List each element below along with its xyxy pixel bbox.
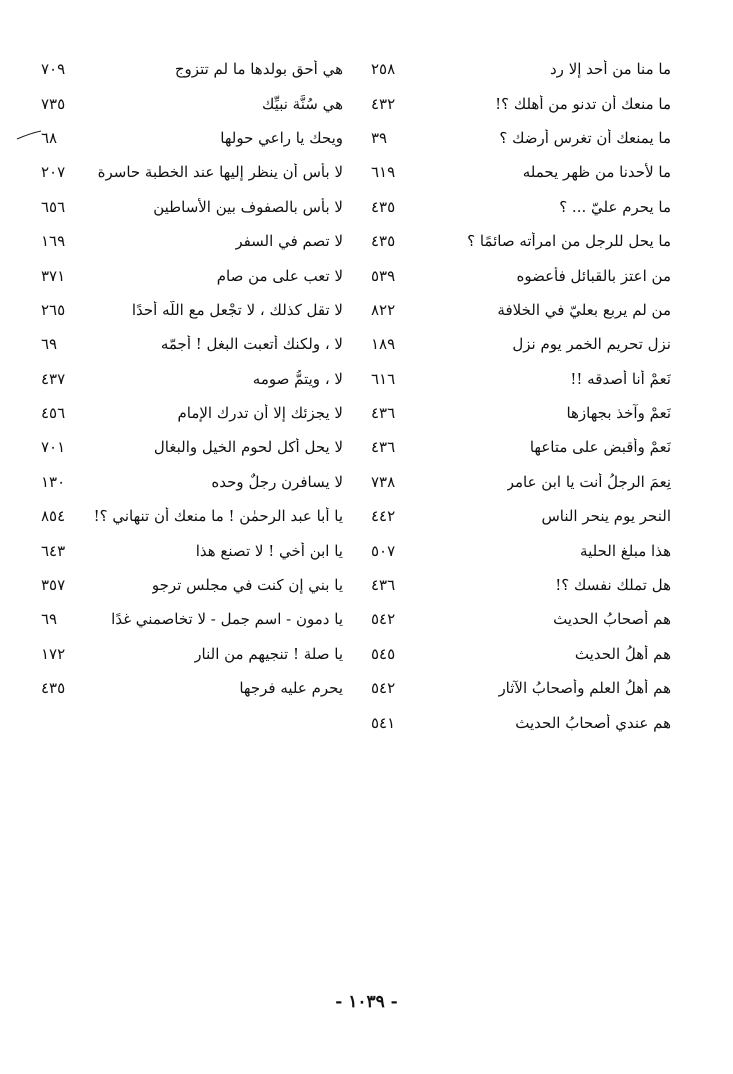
entry-text: لا بأس أن ينظر إليها عند الخطبة حاسرة (97, 163, 343, 182)
index-entry (41, 465, 343, 499)
entry-text: النحر يوم ينحر الناس (541, 507, 671, 526)
index-entry (41, 190, 343, 224)
entry-text: هل تملك نفسك ؟! (555, 576, 671, 595)
index-entry (41, 499, 343, 533)
entry-page-number: ٥٤٢ (371, 610, 396, 629)
index-entry (41, 155, 343, 189)
entry-text: ما يمنعك أن تغرس أرضك ؟ (499, 128, 671, 147)
index-entry (371, 86, 671, 120)
index-entry (41, 327, 343, 361)
entry-page-number: ٧٠٩ (41, 60, 66, 79)
entry-text: ما منعك أن تدنو من أهلك ؟! (495, 94, 671, 113)
index-entry (371, 224, 671, 258)
margin-pen-mark-icon (16, 130, 42, 140)
entry-text: يا دمون - اسم جمل - لا تخاصمني غدًا (111, 610, 343, 629)
entry-page-number: ١٧٢ (41, 644, 66, 663)
entry-text: لا تصم في السفر (235, 232, 343, 251)
entry-text: نَعمْ وآخذ بجهازها (566, 404, 671, 423)
entry-page-number: ١٣٠ (41, 472, 66, 491)
entry-page-number: ٥٤١ (371, 713, 396, 732)
entry-page-number: ٤٣٦ (371, 576, 396, 595)
entry-text: لا ، ولكنك أتعبت البغل ! أجمّه (160, 335, 343, 354)
entry-page-number: ٦٩ (41, 335, 58, 354)
index-entry (371, 362, 671, 396)
entry-page-number: ٨٢٢ (371, 300, 396, 319)
entry-text: ما يحل للرجل من امرأته صائمًا ؟ (467, 232, 671, 251)
index-entry (371, 568, 671, 602)
index-entry (371, 258, 671, 292)
index-entry (41, 258, 343, 292)
index-entry (41, 362, 343, 396)
entry-text: نِعمَ الرجلُ أنت يا ابن عامر (506, 472, 671, 491)
entry-page-number: ٣٥٧ (41, 576, 66, 595)
index-entry (41, 121, 343, 155)
index-entry (371, 121, 671, 155)
entry-page-number: ٤٣٥ (371, 232, 396, 251)
entry-text: لا تعب على من صام (216, 266, 343, 285)
entry-text: يا بني إن كنت في مجلس ترجو (151, 576, 343, 595)
entry-page-number: ٧٣٥ (41, 94, 66, 113)
entry-page-number: ٥٠٧ (371, 541, 396, 560)
entry-page-number: ٣٧١ (41, 266, 66, 285)
index-entry (371, 705, 671, 739)
entry-page-number: ٢٠٧ (41, 163, 66, 182)
index-entry (371, 533, 671, 567)
index-entry (371, 602, 671, 636)
entry-text: هي أحق بولدها ما لم تتزوج (174, 60, 343, 79)
entry-text: لا بأس بالصفوف بين الأساطين (153, 197, 343, 216)
index-column-right (371, 52, 671, 740)
entry-page-number: ٤٣٥ (41, 679, 66, 698)
entry-page-number: ٦١٩ (371, 163, 396, 182)
entry-page-number: ٦٩ (41, 610, 58, 629)
entry-page-number: ٦٥٦ (41, 197, 66, 216)
index-entry (371, 396, 671, 430)
entry-text: لا يسافرن رجلٌ وحده (211, 472, 343, 491)
entry-page-number: ٣٩ (371, 128, 388, 147)
entry-page-number: ٨٥٤ (41, 507, 66, 526)
entry-page-number: ٦١٦ (371, 369, 396, 388)
entry-page-number: ٧٣٨ (371, 472, 396, 491)
entry-text: هم أهلُ الحديث (574, 644, 671, 663)
entry-text: هي سُنَّة نبيِّك (262, 94, 343, 113)
index-entry (371, 465, 671, 499)
page-number-footer: - ١٠٣٩ - (335, 992, 398, 1012)
entry-text: ويحك يا راعي حولها (220, 128, 343, 147)
entry-text: يا ابن أخي ! لا تصنع هذا (195, 541, 343, 560)
entry-text: لا ، ويتمُّ صومه (252, 369, 343, 388)
entry-text: لا يجزئك إلا أن تدرك الإمام (177, 404, 343, 423)
entry-text: يحرم عليه فرجها (239, 679, 343, 698)
index-entry (371, 671, 671, 705)
index-entry (41, 568, 343, 602)
index-entry (41, 637, 343, 671)
entry-page-number: ٢٥٨ (371, 60, 396, 79)
entry-page-number: ٤٣٦ (371, 404, 396, 423)
entry-text: هذا مبلغ الحلية (580, 541, 671, 560)
index-entry (371, 327, 671, 361)
entry-text: ما لأحدنا من ظهر يحمله (522, 163, 671, 182)
entry-page-number: ٤٥٦ (41, 404, 66, 423)
entry-page-number: ١٦٩ (41, 232, 66, 251)
entry-text: لا يحل أكل لحوم الخيل والبغال (153, 438, 343, 457)
index-entry (41, 430, 343, 464)
entry-text: يا أبا عبد الرحمٰن ! ما منعك أن تنهاني ؟! (93, 507, 343, 526)
index-entry (41, 224, 343, 258)
entry-text: نزل تحريم الخمر يوم نزل (512, 335, 671, 354)
entry-page-number: ١٨٩ (371, 335, 396, 354)
index-entry (41, 602, 343, 636)
entry-page-number: ٦٨ (41, 128, 58, 147)
entry-page-number: ٥٣٩ (371, 266, 396, 285)
index-entry (41, 293, 343, 327)
entry-page-number: ٤٣٢ (371, 94, 396, 113)
entry-text: نَعمْ وأقبض على متاعها (529, 438, 671, 457)
entry-text: هم أهلُ العلم وأصحابُ الآثار (498, 679, 671, 698)
entry-page-number: ٤٣٧ (41, 369, 66, 388)
entry-text: هم أصحابُ الحديث (553, 610, 671, 629)
index-entry (371, 52, 671, 86)
entry-page-number: ٧٠١ (41, 438, 66, 457)
index-entry (371, 155, 671, 189)
entry-page-number: ٤٣٥ (371, 197, 396, 216)
entry-page-number: ٤٤٢ (371, 507, 396, 526)
index-entry (371, 499, 671, 533)
entry-text: لا تقل كذلك ، لا تجْعل مع اللَّه أحدًا (131, 300, 343, 319)
index-entry (371, 430, 671, 464)
index-entry (41, 52, 343, 86)
entry-text: نَعمْ أنا أُصدقه !! (570, 369, 671, 388)
index-entry (41, 533, 343, 567)
index-entry (41, 86, 343, 120)
entry-page-number: ٦٤٣ (41, 541, 66, 560)
entry-text: ما يحرم عليّ ... ؟ (559, 197, 671, 216)
index-entry (371, 190, 671, 224)
entry-text: يا صلة ! تنجيهم من النار (194, 644, 343, 663)
index-entry (41, 396, 343, 430)
entry-page-number: ٢٦٥ (41, 300, 66, 319)
index-entry (371, 293, 671, 327)
entry-text: هم عندي أصحابُ الحديث (515, 713, 671, 732)
entry-page-number: ٥٤٥ (371, 644, 396, 663)
entry-page-number: ٥٤٢ (371, 679, 396, 698)
entry-text: من اعتز بالقبائل فأعضوه (516, 266, 671, 285)
index-column-left (41, 52, 343, 705)
index-entry (41, 671, 343, 705)
index-entry (371, 637, 671, 671)
entry-text: من لم يربع بعليّ في الخلافة (497, 300, 671, 319)
entry-text: ما منا من أحد إلا رد (550, 60, 671, 79)
entry-page-number: ٤٣٦ (371, 438, 396, 457)
